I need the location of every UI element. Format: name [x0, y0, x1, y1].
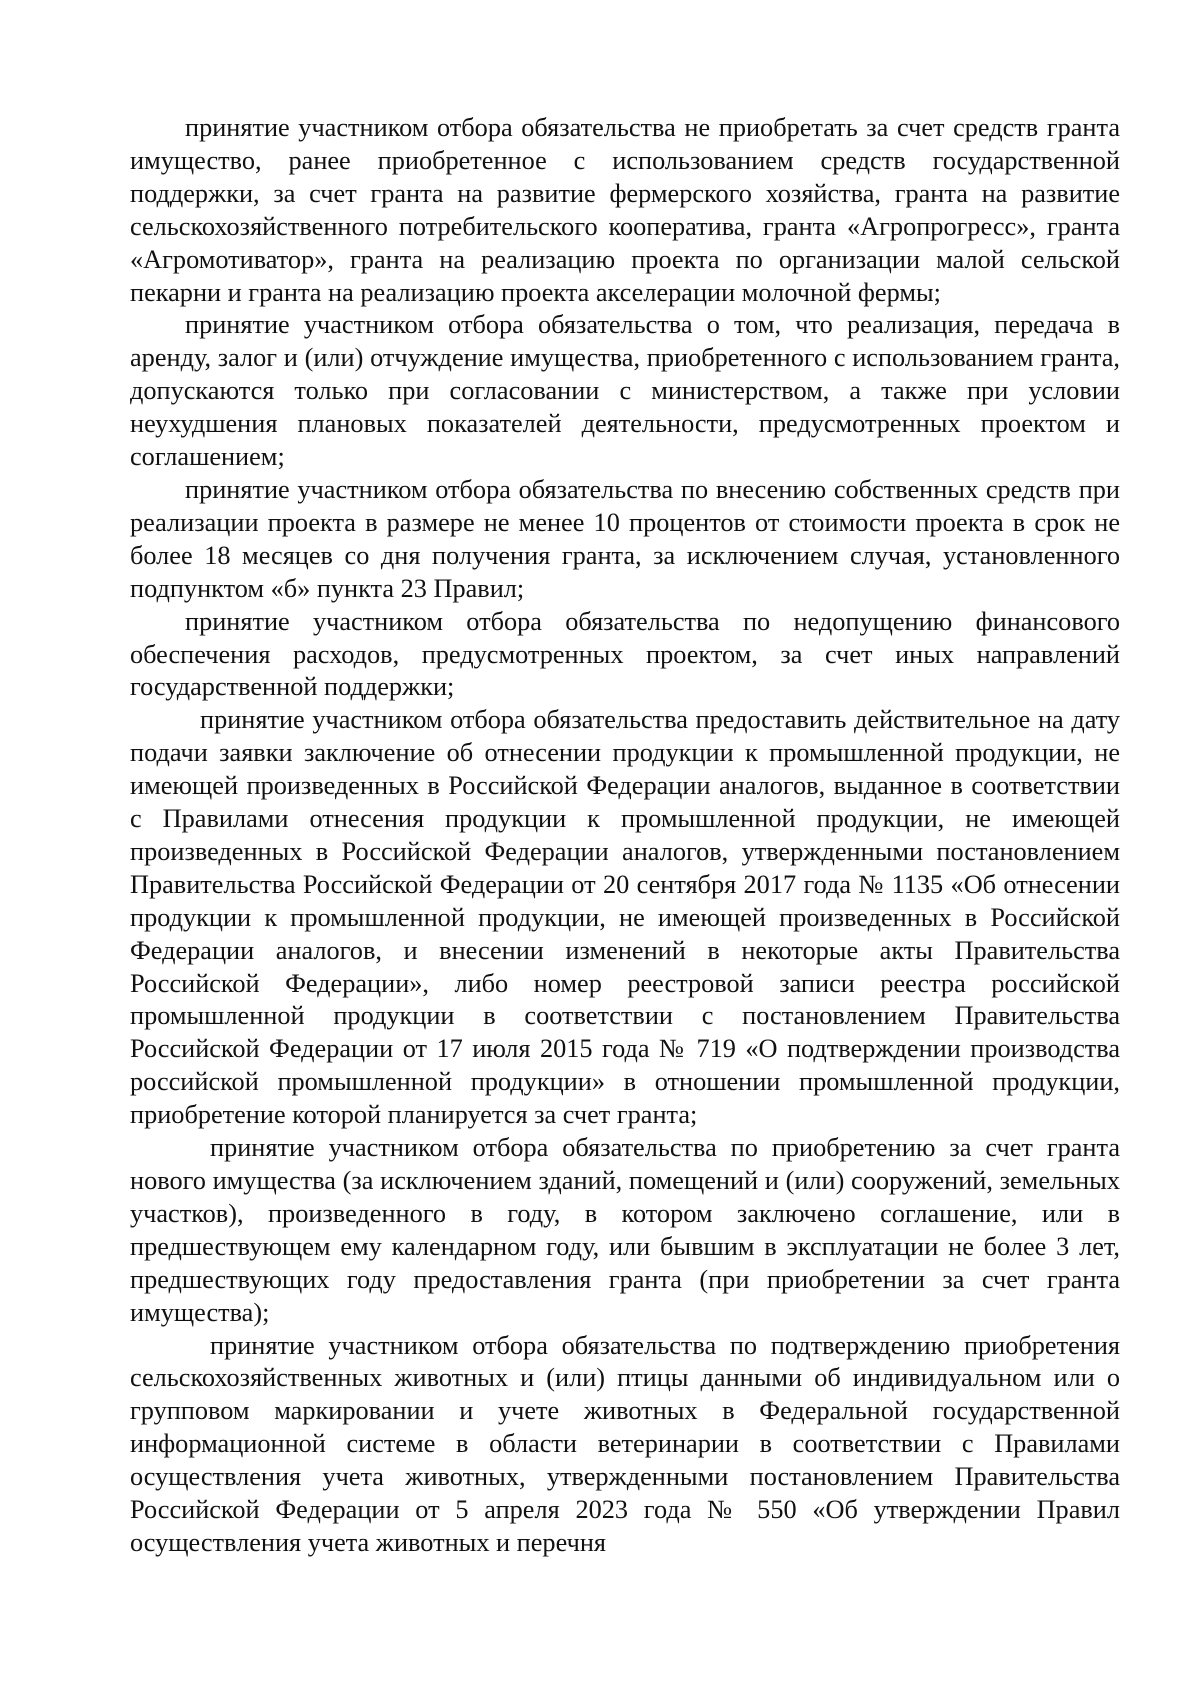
paragraph-grant-property-obligation: принятие участником отбора обязательства не приобретать за счет средств гранта имущество, ранее приобретенное с использованием средств государственной поддержки, за счет гранта на развитие фермерского хозяйства, гранта на развитие сельскохозяйственного потребительского кооператива, гранта «Агропрогресс», гранта «Агромотиватор», гранта на реализацию проекта по организации малой сельской пекарни и гранта на реализацию проекта акселерации молочной фермы;	[130, 113, 1120, 307]
paragraph-new-property-obligation: принятие участником отбора обязательства по приобретению за счет гранта нового имущества (за исключением зданий, помещений и (или) сооружений, земельных участков), произведенного в году, в котором заключено соглашение, или в предшествующем ему календарном году, или бывшим в эксплуатации не более 3 лет, предшествующих году предоставления гранта (при приобретении за счет гранта имущества);	[130, 1133, 1120, 1327]
paragraph-own-funds-obligation: принятие участником отбора обязательства по внесению собственных средств при реализации проекта в размере не менее 10 процентов от стоимости проекта в срок не более 18 месяцев со дня получения гранта, за исключением случая, установленного подпунктом «б» пункта 23 Правил;	[130, 474, 1120, 603]
paragraph-animal-marking-obligation: принятие участником отбора обязательства по подтверждению приобретения сельскохозяйственных животных и (или) птицы данными об индивидуальном или о групповом маркировании и учете животных в Федеральной государственной информационной системе в области ветеринарии в соответствии с Правилами осуществления учета животных, утвержденными постановлением Правительства Российской Федерации от 5 апреля 2023 года № 550 «Об утверждении Правил осуществления учета животных и перечня	[130, 1330, 1120, 1557]
document-page	[130, 112, 1120, 1560]
paragraph-industrial-product-conclusion-obligation: принятие участником отбора обязательства предоставить действительное на дату подачи заявки заключение об отнесении продукции к промышленной продукции, не имеющей произведенных в Российской Федерации аналогов, выданное в соответствии с Правилами отнесения продукции к промышленной продукции, не имеющей произведенных в Российской Федерации аналогов, утвержденными постановлением Правительства Российской Федерации от 20 сентября 2017 года № 1135 «Об отнесении продукции к промышленной продукции, не имеющей произведенных в Российской Федерации аналогов, и внесении изменений в некоторые акты Правительства Российской Федерации», либо номер реестровой записи реестра российской промышленной продукции в соответствии с постановлением Правительства Российской Федерации от 17 июля 2015 года № 719 «О подтверждении производства российской промышленной продукции» в отношении промышленной продукции, приобретение которой планируется за счет гранта;	[130, 705, 1120, 1130]
paragraph-no-double-funding-obligation: принятие участником отбора обязательства по недопущению финансового обеспечения расходов, предусмотренных проектом, за счет иных направлений государственной поддержки;	[130, 606, 1120, 702]
paragraph-property-disposal-obligation: принятие участником отбора обязательства о том, что реализация, передача в аренду, залог и (или) отчуждение имущества, приобретенного с использованием гранта, допускаются только при согласовании с министерством, а также при условии неухудшения плановых показателей деятельности, предусмотренных проектом и соглашением;	[130, 310, 1120, 472]
